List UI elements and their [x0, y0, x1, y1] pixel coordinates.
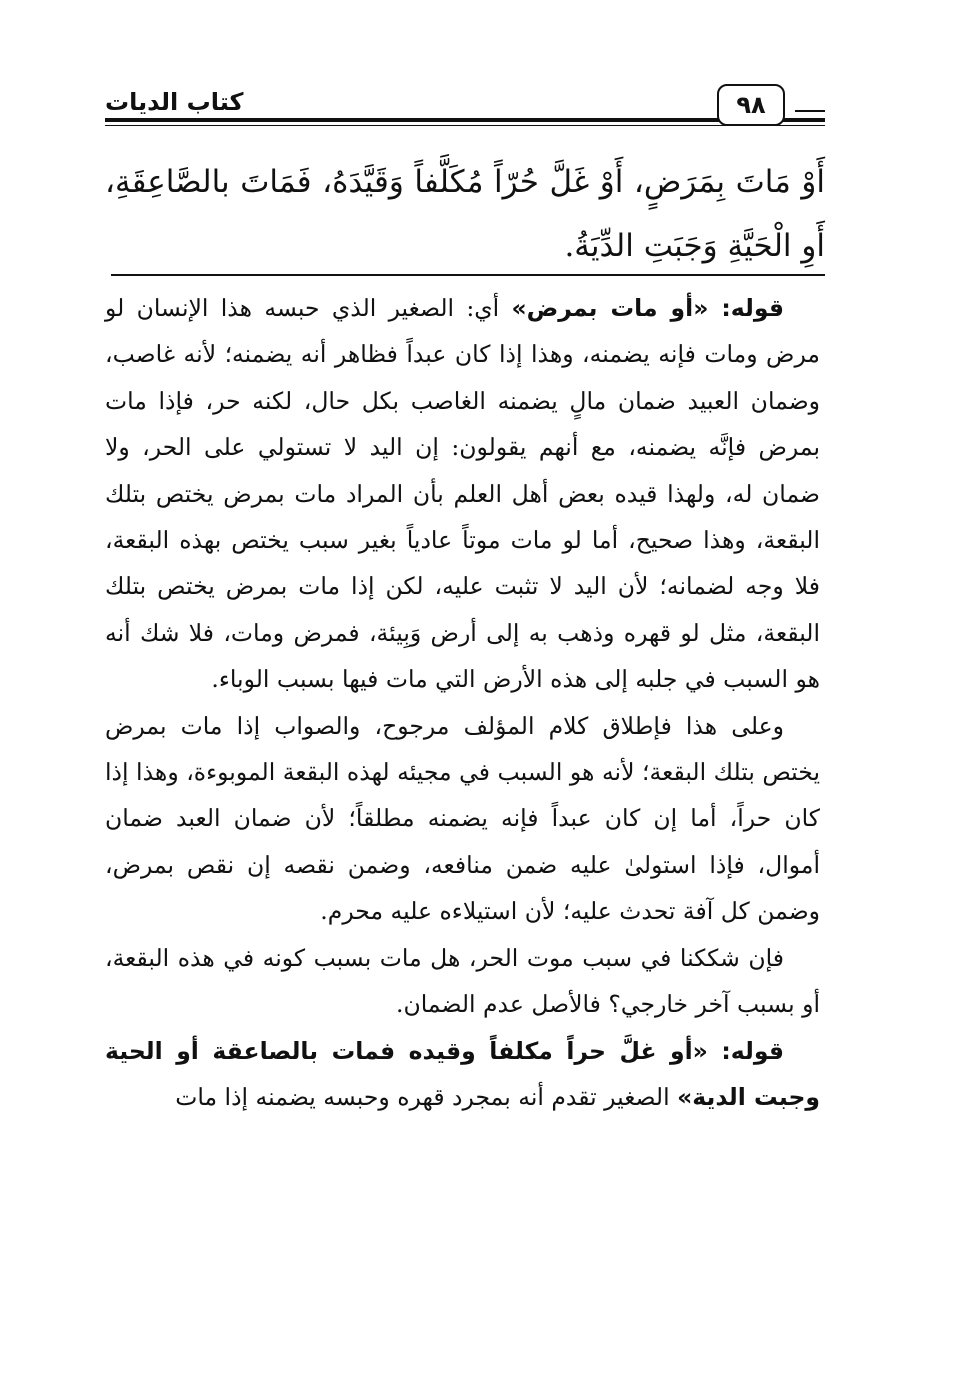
paragraph-3	[105, 935, 820, 1028]
paragraph-text: فإن شككنا في سبب موت الحر، هل مات بسبب كونه في هذه البقعة، أو بسبب آخر خارجي؟ فالأصل عدم الضمان.	[105, 943, 820, 1019]
paragraph-4	[105, 1028, 820, 1121]
header-rule-accent	[795, 110, 825, 112]
paragraph-lead: قوله: «أو غلَّ حراً مكلفاً وقيده فمات بالصاعقة أو الحية وجبت الدية»	[105, 1036, 820, 1111]
paragraph-2	[105, 703, 820, 935]
matn-text: أَوْ مَاتَ بِمَرَضٍ، أَوْ غَلَّ حُرّاً مُكَلَّفاً وَقَيَّدَهُ، فَمَاتَ بالصَّاعِقَةِ، أَوِ الْحَيَّةِ وَجَبَتِ الدِّيَةُ.	[105, 164, 825, 264]
paragraph-text: وعلى هذا فإطلاق كلام المؤلف مرجوح، والصواب إذا مات بمرض يختص بتلك البقعة؛ لأنه هو السبب في مجيئه لهذه البقعة الموبوءة، وهذا إذا كان حراً، أما إن كان عبداً فإنه يضمنه مطلقاً؛ لأن ضمان العبد ضمان أموال، فإذا استولىٰ عليه ضمن منافعه، وضمن نقصه إن نقص بمرض، وضمن كل آفة تحدث عليه؛ لأن استيلاءه عليه محرم.	[105, 711, 820, 926]
paragraph-text: الصغير تقدم أنه بمجرد قهره وحبسه يضمنه إذا مات	[175, 1082, 678, 1111]
commentary	[105, 285, 820, 1120]
page-header	[105, 84, 825, 130]
paragraph-text: أي: الصغير الذي حبسه هذا الإنسان لو مرض ومات فإنه يضمنه، وهذا إذا كان عبداً فظاهر أنه يضمنه؛ لأنه غاصب، وضمان العبيد ضمان مالٍ يضمنه الغاصب بكل حال، لكنه حر، فإذا مات بمرض فإنَّه يضمنه، مع أنهم يقولون: إن اليد لا تستولي على الحر، ولا ضمان له، ولهذا قيده بعض أهل العلم بأن المراد مات بمرض يختص بتلك البقعة، وهذا صحيح، أما لو مات موتاً عادياً بغير سبب يختص بهذه البقعة، فلا وجه لضمانه؛ لأن اليد لا تثبت عليه، لكن إذا مات بمرض يختص بتلك البقعة، مثل لو قهره وذهب به إلى أرض وَبِيئة، فمرض ومات، فلا شك أنه هو السبب في جلبه إلى هذه الأرض التي مات فيها بسبب الوباء.	[105, 294, 820, 694]
header-rule-thin	[105, 125, 825, 126]
paragraph-lead: قوله: «أو مات بمرض»	[511, 294, 784, 322]
paragraph-1	[105, 285, 820, 703]
page-number: ٩٨	[717, 84, 785, 126]
book-title: كتاب الديات	[105, 88, 244, 116]
matn-divider	[111, 274, 825, 276]
